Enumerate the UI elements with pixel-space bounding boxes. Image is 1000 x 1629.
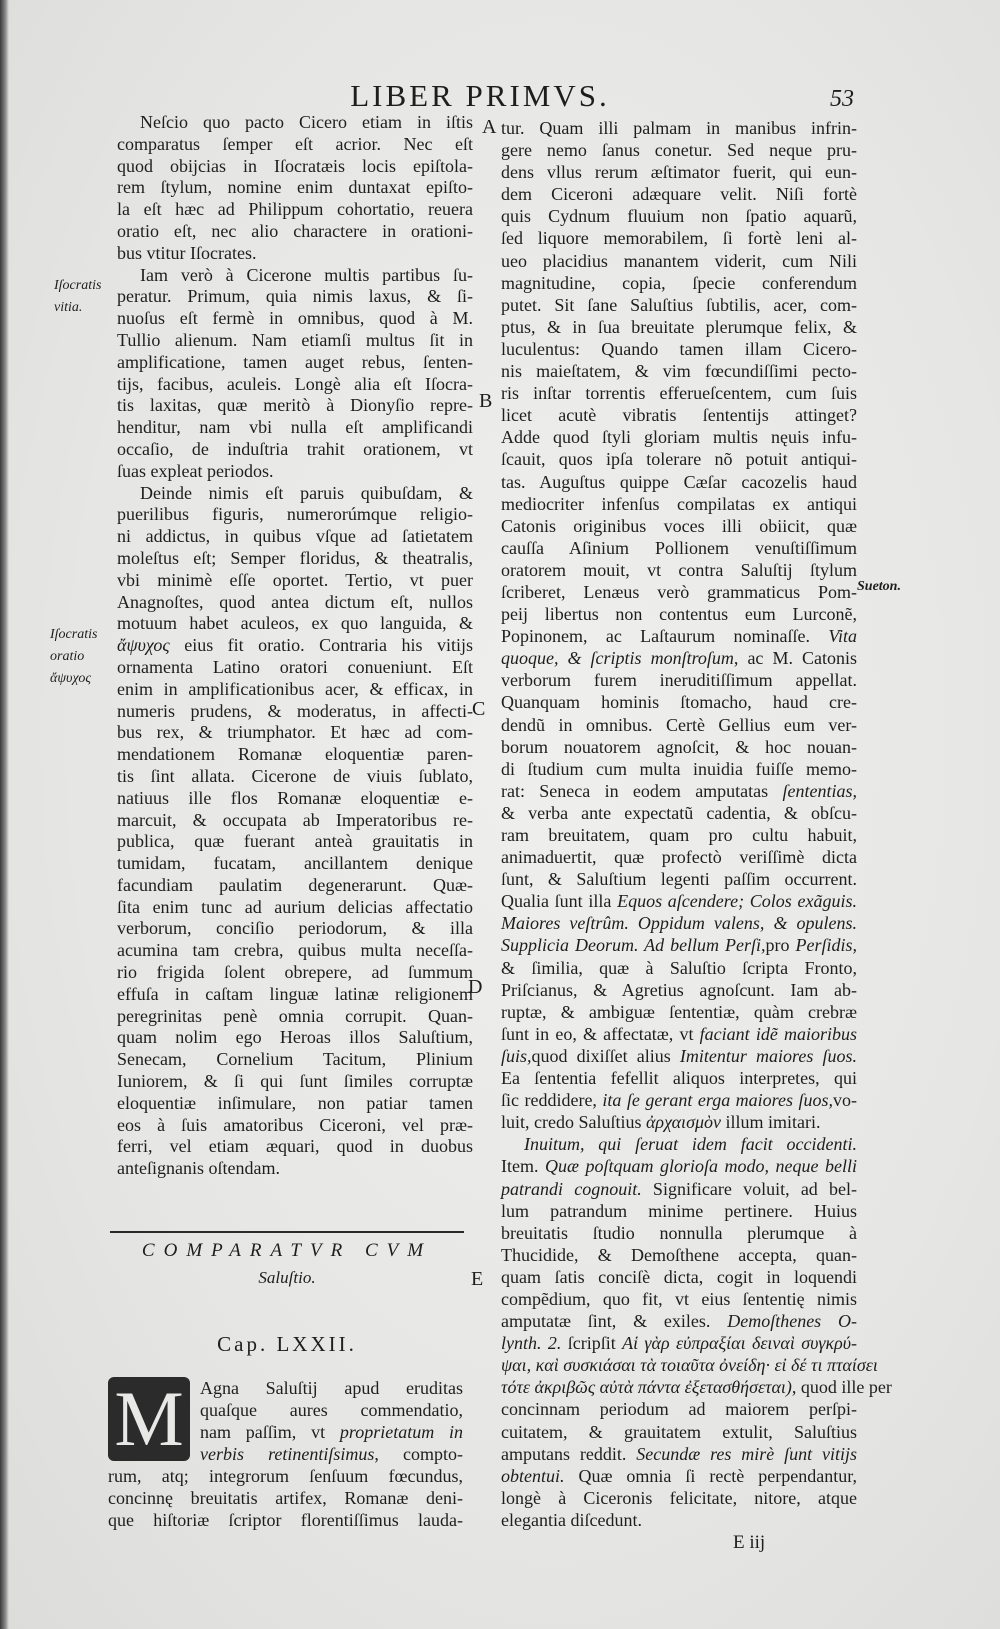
text-line [117,439,473,461]
text-run: longè à Ciceronis felicitate, nitore, atque [501,1487,857,1508]
text-run: ſic reddidere, [501,1090,603,1111]
text-run: , compto- [374,1444,463,1464]
text-line [117,679,473,701]
chapter-heading: COMPARATVR CVM [141,1240,433,1261]
text-line [501,1288,857,1310]
italic-text-run: quoque, & ſcriptis monſtroſum [501,648,734,669]
text-line [501,382,857,404]
text-run: quis Cydnum fluuium non ſpatio aquarũ, [501,206,857,227]
italic-text-run: Demoſthenes O- [727,1311,857,1332]
text-line [117,308,473,330]
text-line [117,1071,473,1093]
text-line [117,940,473,962]
side-note-line: Iſocratis [50,627,98,642]
text-run: Quanquam hominis ſtomacho, haud cre- [501,692,857,713]
text-line [501,537,857,559]
text-run: mendationem Romanæ eloquentiæ paren- [117,744,473,765]
italic-text-run: ἄψυχος [117,635,170,656]
text-line [501,448,857,470]
text-run: breuitatis ſtudio nonnulla plerumque à [501,1222,857,1243]
italic-text-run: Maiores veſtrûm. Oppidum valens, & opulens. [501,913,857,934]
text-run: quam nolim ego Heroas illos Saluſtium, [117,1027,473,1048]
text-line [501,1266,857,1288]
text-run: ruptæ, & ambiguæ ſententiæ, quàm crebræ [501,1001,857,1022]
text-run: eos à ſuis amatoribus Ciceroni, vel præ- [117,1114,473,1135]
text-run: rem ſtylum, nomine enim duntaxat epiſto- [117,177,473,198]
text-run: cuitatem, & grauitatem extulit, Saluſtius [501,1421,857,1442]
text-run: Agna Saluſtij apud eruditas [200,1378,463,1398]
text-run: occaſio, de induſtria trahit orationem, vt [117,438,473,459]
text-line [501,493,857,515]
text-line [501,1421,857,1443]
text-run: compẽdium, quo fit, vt eius ſententię nimis [501,1288,857,1309]
text-line [117,243,473,265]
text-line [501,1244,857,1266]
text-run: peij libertus non contentus eum Lurconẽ, [501,604,857,625]
text-line [501,1398,857,1420]
text-run: Quæ omnia ſi rectè perpendantur, [564,1465,857,1486]
text-run: Tullio alienum. Nam etiamſi multus ſit in [117,329,473,350]
text-line [501,1465,857,1487]
binding-edge [0,0,9,1629]
side-note-line: oratio [50,649,85,664]
text-run: lum patrandum minime pertinere. Huius [501,1200,857,1221]
text-run: oratorem mouit, vt contra Saluſtij ſtylum [501,559,857,580]
text-run: pro [765,935,796,956]
italic-text-run: ψαι, καὶ συσκιάσαι τὰ τοιαῦτα ὀνείδη· εἰ δέ τι πταίσει [501,1355,878,1376]
text-line [117,548,473,570]
text-line [501,603,857,625]
text-line [501,1089,857,1111]
text-run: amputans reddit. [501,1443,637,1464]
text-line [117,156,473,178]
text-run: ris inſtar torrentis efferueſcentem, cum ſuis [501,383,857,404]
text-line [117,265,473,287]
text-line [117,1115,473,1137]
text-line [108,1443,463,1465]
text-line [501,1376,892,1398]
italic-text-run: verbis retinentiſsimus [200,1444,375,1464]
text-run: ſcripſit [561,1333,623,1354]
text-run: ueo placidius manantem viderit, cum Nili [501,250,857,271]
text-line [501,559,857,581]
text-line [501,736,857,758]
text-line [117,788,473,810]
text-run: rio frigida ſolent obrepere, ad ſummum [117,962,473,983]
text-run: eius fit oratio. Contraria his vitijs [169,635,473,656]
text-run: licet acutè vibratis ſententijs attinget? [501,405,857,426]
text-line [117,635,473,657]
italic-text-run: ita ſe gerant erga maiores ſuos, [602,1090,833,1111]
text-line [117,286,473,308]
italic-text-run: Quæ poſtquam glorioſa modo, neque belli [545,1156,857,1177]
text-run: ornamenta Latino oratori conueniunt. Eſt [117,656,473,677]
text-run: concinnam periodum ad maiorem perſpi- [501,1399,857,1420]
text-line [501,714,857,736]
text-line [108,1465,463,1487]
text-run: publica, quæ fuerant anteà grauitatis in [117,831,473,852]
text-line [501,912,857,934]
italic-text-run: ſententias, [782,780,857,801]
text-run: verborum furem ineruditiſſimum appellat. [501,670,857,691]
margin-letter-e: E [471,1268,484,1290]
text-run: mediocriter infenſus compilatas ex antiqui [501,493,857,514]
text-run: numeris prudens, & moderatus, in affecti- [117,700,473,721]
text-line [501,1509,857,1531]
text-line [117,1006,473,1028]
italic-text-run: τότε ἀκριβῶς αὐτὰ πάντα ἐξετασθήσεται) [501,1377,792,1398]
text-run: la eſt hæc ad Philippum cohortatio, reuera [117,199,473,220]
signature-mark: E iij [733,1532,766,1553]
text-run: & ſimilia, quæ à Saluſtio ſcripta Fronto, [501,957,857,978]
text-run: Significare voluit, ad bel- [641,1178,858,1199]
text-line [501,647,857,669]
text-line [501,1310,857,1332]
text-line [117,395,473,417]
side-note-sueton: Sueton. [857,579,901,594]
text-line [501,824,857,846]
text-line [117,483,473,505]
text-line [501,625,857,647]
text-run: acumina tam crebra, quibus multa neceſſa- [117,940,473,961]
text-line [501,1133,857,1155]
text-run: & verba ante expectatũ cadentia, & obſcu- [501,802,857,823]
text-run: tas. Auguſtus quippe Cæſar cacozelis haud [501,471,857,492]
text-run: quam ſatis conciſè dicta, cogit in loquendi [501,1266,857,1287]
text-run: oratio eſt, nec alio charactere in orationi- [117,220,473,241]
text-run: amputatæ ſint, & exiles. [501,1311,728,1332]
text-run: concinnę breuitatis artifex, Romanæ deni- [108,1488,463,1508]
text-run: ram breuitatem, quam pro cultu habuit, [501,825,857,845]
text-line [501,1200,857,1222]
text-run: tis laxitas, quæ meritò à Dionyſio repre- [117,395,473,416]
italic-text-run: Vita [828,626,857,647]
text-run: vo- [833,1090,857,1111]
text-line [117,722,473,744]
text-run: Popinonem, ac Laſtaurum nominaſſe. [501,626,829,647]
text-line [501,890,857,912]
side-note-isocratis-vitia [54,275,101,319]
text-line [117,526,473,548]
text-line [117,592,473,614]
text-run: rat: Seneca in eodem amputatas [501,780,783,801]
text-line [501,758,857,780]
text-line [117,613,473,635]
text-line [117,570,473,592]
text-run: amplificatione, tamen auget rebus, ſenten- [117,351,473,372]
text-run: ſita enim tunc ad aurium delicias affectatio [117,896,473,917]
text-run: puerilibus figuris, numerorúmque religio- [117,504,473,525]
text-run: nuoſus eſt fermè in omnibus, quod à M. [117,308,473,329]
text-line [117,1158,473,1180]
text-line [501,272,857,294]
text-run: Iuniorem, & ſi qui ſunt ſimiles corruptæ [117,1071,473,1092]
text-run: ptus, & in ſua breuitate plerumque felix, & [501,316,857,337]
italic-text-run: ἀρχαισμὸν [645,1112,721,1133]
text-run: quod obijcias in Iſocratæis locis epiſtola- [117,155,473,176]
margin-letter-a: A [482,116,497,138]
text-run: que hiſtoriæ ſcriptor florentiſſimus lauda- [108,1510,463,1530]
text-line [501,780,857,802]
text-line [117,177,473,199]
text-run: illum imitari. [720,1112,821,1133]
text-run: moleſtus eſt; Semper floridus, & theatralis, [117,547,473,568]
text-line [117,744,473,766]
text-line [501,1487,857,1509]
text-run: tijs, facibus, aculeis. Longè alia eſt Iſocra- [117,373,473,394]
text-line [501,1443,857,1465]
text-run: putet. Sit ſane Saluſtius ſubtilis, acer, com- [501,294,857,315]
text-line [501,161,857,183]
text-line [117,701,473,723]
italic-text-run: obtentui. [501,1465,565,1486]
text-run: luit, credo Saluſtius [501,1112,646,1133]
text-line [501,934,857,956]
text-run: ſunt, & Saluſtium legenti paſſim occurrent. [501,869,857,890]
text-line [501,426,857,448]
text-line [117,918,473,940]
text-line [501,1155,857,1177]
italic-text-run: faciant idẽ maioribus [699,1023,857,1044]
text-line [501,1001,857,1023]
text-run: comparatus ſemper eſt acrior. Nec eſt [117,133,473,154]
text-run: marcuit, & occupata ab Imperatoribus re- [117,809,473,830]
text-run: dem Ciceroni adæquare velit. Niſi fortè [501,184,857,205]
text-run: effuſa in caſtam linguæ latinæ religionem [117,983,473,1004]
italic-text-run: proprietatum in [339,1422,464,1442]
text-run: Iam verò à Cicerone multis partibus ſu- [140,264,473,285]
text-run: Deinde nimis eſt paruis quibuſdam, & [140,482,473,503]
text-line [501,1332,857,1354]
text-run: vbi minimè eſſe oportet. Tertio, vt puer [117,569,473,590]
text-line [117,374,473,396]
text-run: ſuas expleat periodos. [117,460,274,481]
text-line [117,831,473,853]
text-line [117,1093,473,1115]
text-line [117,875,473,897]
text-run: Priſcianus, & Agretius agnoſcunt. Iam ab- [501,979,857,1000]
text-line [501,404,857,426]
running-head: LIBER PRIMVS. [350,78,610,113]
text-line [501,1111,857,1133]
text-run: ſcauit, quos ipſa tolerare nõ potuit antiqui- [501,449,857,470]
text-line [501,802,857,824]
text-line [501,471,857,493]
text-line [117,417,473,439]
text-line [501,1045,857,1067]
drop-cap-letter: M [114,1375,184,1462]
text-run: tumidam, fucatam, ancillantem denique [117,853,473,874]
text-line [501,1222,857,1244]
text-run: henditur, nam vbi nulla eſt amplificandi [117,417,473,438]
text-line [501,1178,857,1200]
text-run: , quod ille per [791,1377,892,1398]
text-run: Qualia ſunt illa [501,891,618,912]
italic-text-run: Secundæ res mirè ſunt vitijs [636,1443,857,1464]
italic-text-run: ſuis, [501,1045,532,1066]
text-line [501,205,857,227]
text-run: Catonis originibus voces illi obiicit, quæ [501,515,857,536]
text-line [117,352,473,374]
text-run: quaſque aures commendatio, [200,1400,463,1420]
text-line [501,227,857,249]
text-run: rum, atq; integrorum ſenſuum fœcundus, [108,1466,463,1486]
text-line [117,1049,473,1071]
text-run: ſed liquore memorabilem, ſi fortè leni al- [501,228,857,249]
text-run: motuum habet aculeos, ex quo languida, & [117,613,473,634]
text-line [501,669,857,691]
text-line [117,853,473,875]
text-run: bus vtitur Iſocrates. [117,242,257,263]
text-line [501,957,857,979]
text-run: Item. [501,1156,545,1177]
text-line [117,330,473,352]
text-line [108,1509,463,1531]
text-run: ferri, vel etiam æquari, quod in duobus [117,1136,473,1157]
text-line [108,1487,463,1509]
text-line [501,316,857,338]
text-line [501,581,857,603]
italic-text-run: Αἱ γὰρ εὐπραξίαι δειναὶ συγκρύ- [622,1333,857,1354]
text-line [501,515,857,537]
text-run: eloquentiæ inſimulare, non patiar tamen [117,1092,473,1113]
text-run: facundiam paulatim degenerarunt. Quæ- [117,874,473,895]
text-line [501,1023,857,1045]
side-note-line: Iſocratis [54,278,102,293]
text-run: verborum, conciſio periodorum, & illa [117,918,473,939]
text-line [117,112,473,134]
text-run: Adde quod ſtyli gloriam multis nęuis infu- [501,427,857,448]
text-line [117,1136,473,1158]
text-run: Thucidide, & Demoſthene accepta, quan- [501,1244,857,1265]
italic-text-run: patrandi cognouit. [501,1178,642,1199]
page-number: 53 [830,86,854,112]
italic-text-run: Imitentur maiores ſuos. [679,1045,857,1066]
text-line [117,221,473,243]
side-note-isocratis-oratio [50,624,97,690]
text-run: nis maieſtatem, & vim fœcundiſſimi pecto- [501,361,857,382]
chapter-text [108,1377,463,1531]
text-run: animaduertit, quæ profectò veriſſimè dicta [501,847,857,868]
section-rule [110,1231,464,1233]
text-line [117,962,473,984]
text-run: anteſignanis oſtendam. [117,1158,280,1179]
text-line [117,766,473,788]
text-run: gere nemo ſanus conetur. Sed neque pru- [501,140,857,161]
side-note-line: vitia. [54,300,83,315]
text-line [117,504,473,526]
text-line [117,461,473,483]
text-run: ſunt in eo, & affectatæ, vt [501,1023,700,1044]
chapter-subheading: Saluſtio. [258,1268,316,1287]
text-run: cauſſa Aſinium Pollionem venuſtiſſimum [501,537,857,558]
text-line [501,294,857,316]
text-line [501,691,857,713]
side-note-line: ἄψυχος [50,671,92,686]
text-line [117,810,473,832]
text-run: dens vllus rerum æſtimator fuerit, qui eun- [501,162,857,183]
text-line [117,1027,473,1049]
italic-text-run: Equos aſcendere; Colos exãguis. [617,891,857,912]
text-line [108,1421,463,1443]
text-run: Senecam, Cornelium Tacitum, Plinium [117,1049,473,1070]
text-line [117,897,473,919]
text-run: peregrinitas penè omnia corrupit. Quan- [117,1005,473,1026]
text-run: tis ſint allata. Cicerone de viuis ſublato, [117,765,473,786]
text-line [108,1399,463,1421]
text-run: Ea ſententia fefellit aliquos interpretes, qui [501,1068,857,1089]
text-line [117,657,473,679]
text-run: borum nouatorem agnoſcit, & hoc nouan- [501,736,857,757]
chapter-number: Cap. LXXII. [217,1332,357,1356]
margin-letter-b: B [479,390,493,412]
text-run: dendũ in omnibus. Certè Gellius eum ver- [501,714,857,735]
text-line [501,183,857,205]
text-run: enim in amplificationibus acer, & efficax, in [117,678,473,699]
text-line [108,1377,463,1399]
text-line [501,250,857,272]
text-run: elegantia diſcedunt. [501,1509,642,1530]
text-run: , ac M. Catonis [733,648,857,669]
text-line [117,134,473,156]
italic-text-run: Perſidis, [795,935,857,956]
text-line [501,338,857,360]
text-run: tur. Quam illi palmam in manibus infrin- [501,118,857,138]
text-line [501,846,857,868]
margin-letter-c: C [472,698,486,720]
italic-text-run: Supplicia Deorum. Ad bellum Perſi, [501,935,766,956]
text-line [501,139,857,161]
italic-text-run: Inuitum, qui ſeruat idem facit occidenti. [524,1134,857,1155]
text-run: ni addictus, in quibus vſque ad ſatietatem [117,526,473,547]
text-line [501,868,857,890]
text-run: bus rex, & triumphator. Et hæc ad com- [117,722,473,743]
text-line [501,979,857,1001]
text-run: Neſcio quo pacto Cicero etiam in iſtis [140,112,473,132]
text-line [117,199,473,221]
italic-text-run: lynth. 2. [501,1333,562,1354]
text-line [501,117,857,139]
text-run: nam paſſim, vt [200,1422,340,1442]
text-run: di ſtudium cum multa inuidia fuiſſe memo- [501,758,857,779]
text-run: natiuus ille flos Romanæ eloquentiæ e- [117,787,473,808]
text-line [501,1354,878,1376]
text-run: quod dixiſſet alius [531,1045,680,1066]
text-run: Anagnoſtes, quod antea dictum eſt, nullos [117,591,473,612]
text-run: luculentus: Quando tamen illam Cicero- [501,338,857,359]
text-run: peratur. Primum, quia nimis laxus, & ſi- [117,286,473,307]
text-line [117,984,473,1006]
text-line [501,1067,857,1089]
text-run: magnitudine, copia, ſpecie conferendum [501,272,857,293]
text-run: ſcriberet, Lenæus verò grammaticus Pom- [501,581,857,602]
left-text-column [117,112,473,1180]
text-line [501,360,857,382]
margin-letter-d: D [468,976,483,998]
